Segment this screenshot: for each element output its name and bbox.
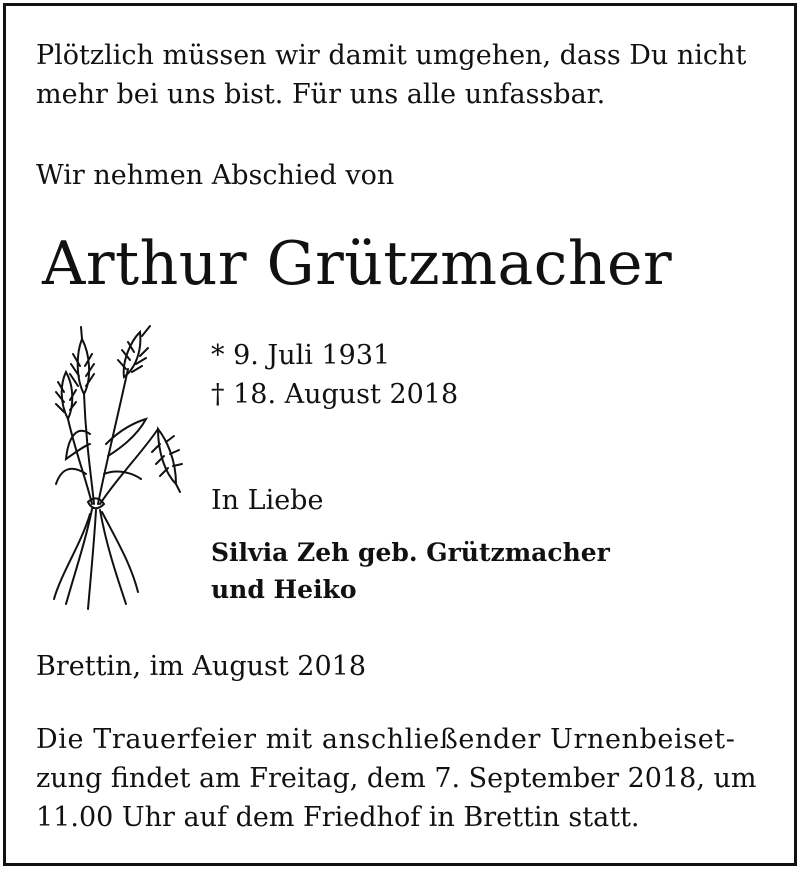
place-date: Brettin, im August 2018 bbox=[36, 651, 366, 682]
mourners-line-2: und Heiko bbox=[211, 575, 357, 604]
mourners-names bbox=[211, 534, 610, 608]
intro-line-2: mehr bei uns bist. Für uns alle unfassbar. bbox=[36, 79, 606, 110]
obituary-notice bbox=[3, 3, 797, 866]
death-date: † 18. August 2018 bbox=[211, 379, 459, 410]
in-love-text: In Liebe bbox=[211, 485, 324, 516]
birth-date: * 9. Juli 1931 bbox=[211, 340, 391, 371]
farewell-text: Wir nehmen Abschied von bbox=[36, 160, 395, 191]
intro-line-1: Plötzlich müssen wir damit umgehen, dass Du nicht bbox=[36, 40, 747, 71]
deceased-name: Arthur Grützmacher bbox=[42, 229, 673, 299]
funeral-line-3: 11.00 Uhr auf dem Friedhof in Brettin statt. bbox=[36, 802, 640, 833]
funeral-line-2: zung findet am Freitag, dem 7. September 2018, um bbox=[36, 763, 757, 794]
intro-text bbox=[36, 36, 746, 114]
life-dates bbox=[211, 336, 458, 414]
wheat-bundle-icon bbox=[46, 324, 186, 614]
funeral-line-1: Die Trauerfeier mit anschließender Urnenbeiset- bbox=[36, 724, 736, 755]
mourners-line-1: Silvia Zeh geb. Grützmacher bbox=[211, 538, 610, 567]
funeral-info bbox=[36, 720, 766, 837]
